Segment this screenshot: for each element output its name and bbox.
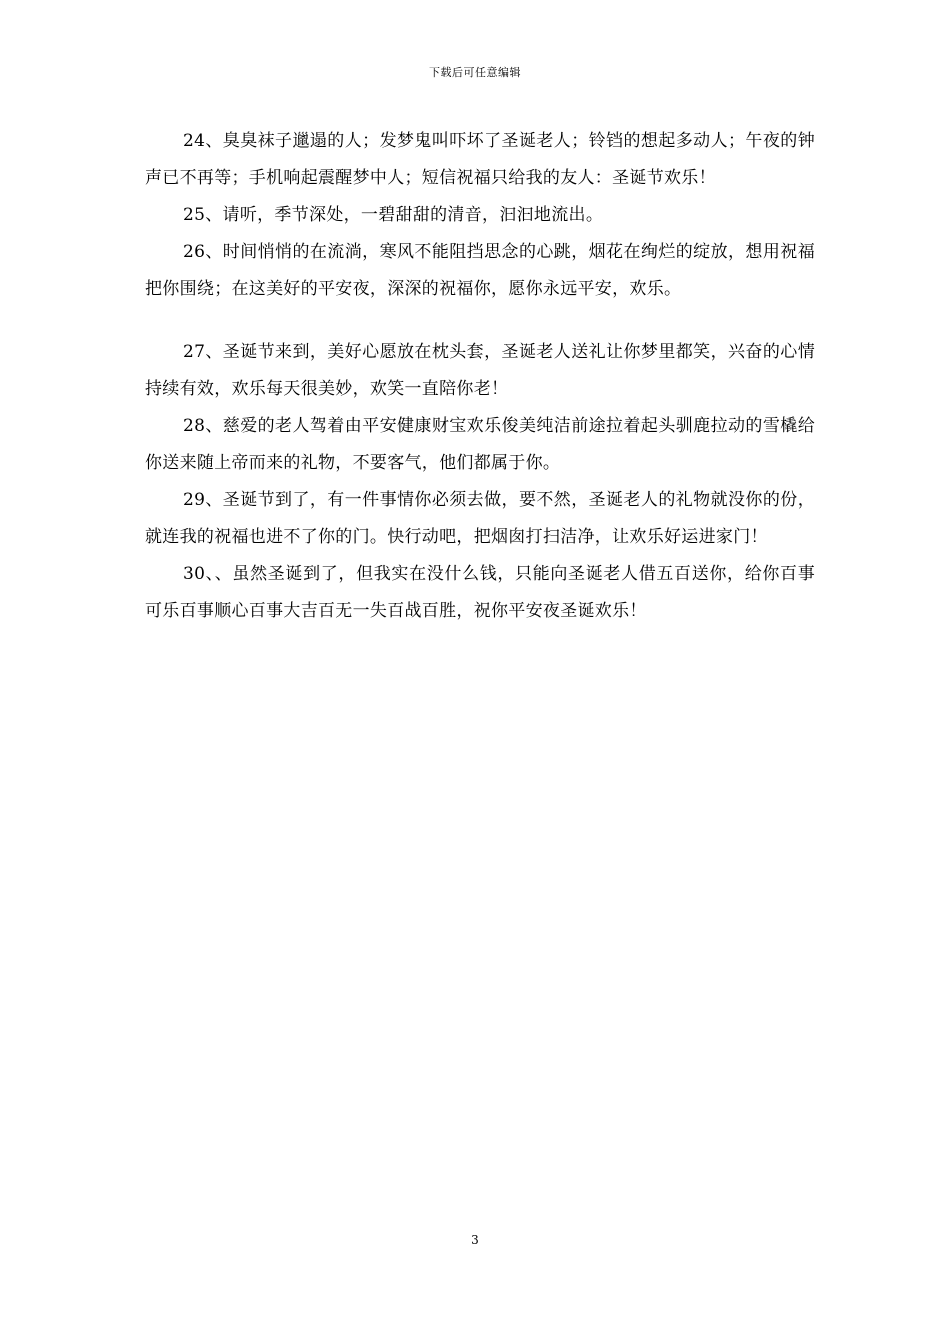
paragraph-25: 25、请听，季节深处，一碧甜甜的清音，汩汩地流出。 xyxy=(183,205,604,225)
paragraph-24: 24、臭臭袜子邋遢的人；发梦鬼叫吓坏了圣诞老人；铃铛的想起多动人；午夜的钟声已不再等；手机响起震醒梦中人；短信祝福只给我的友人：圣诞节欢乐！ xyxy=(145,131,815,188)
paragraph-28: 28、慈爱的老人驾着由平安健康财宝欢乐俊美纯洁前途拉着起头驯鹿拉动的雪橇给你送来随上帝而来的礼物，不要客气，他们都属于你。 xyxy=(145,416,815,473)
paragraph-29: 29、圣诞节到了，有一件事情你必须去做，要不然，圣诞老人的礼物就没你的份，就连我的祝福也进不了你的门。快行动吧，把烟囱打扫洁净，让欢乐好运进家门！ xyxy=(145,490,815,547)
document-body xyxy=(145,123,815,630)
page-number: 3 xyxy=(471,1233,479,1247)
paragraph-27: 27、圣诞节来到，美好心愿放在枕头套，圣诞老人送礼让你梦里都笑，兴奋的心情持续有效，欢乐每天很美妙，欢笑一直陪你老！ xyxy=(145,342,815,399)
paragraph-26: 26、时间悄悄的在流淌，寒风不能阻挡思念的心跳，烟花在绚烂的绽放，想用祝福把你围绕；在这美好的平安夜，深深的祝福你，愿你永远平安，欢乐。 xyxy=(145,242,815,299)
page-header: 下载后可任意编辑 xyxy=(429,66,521,79)
paragraph-30: 30、、虽然圣诞到了，但我实在没什么钱，只能向圣诞老人借五百送你，给你百事可乐百事顺心百事大吉百无一失百战百胜，祝你平安夜圣诞欢乐！ xyxy=(145,564,815,621)
